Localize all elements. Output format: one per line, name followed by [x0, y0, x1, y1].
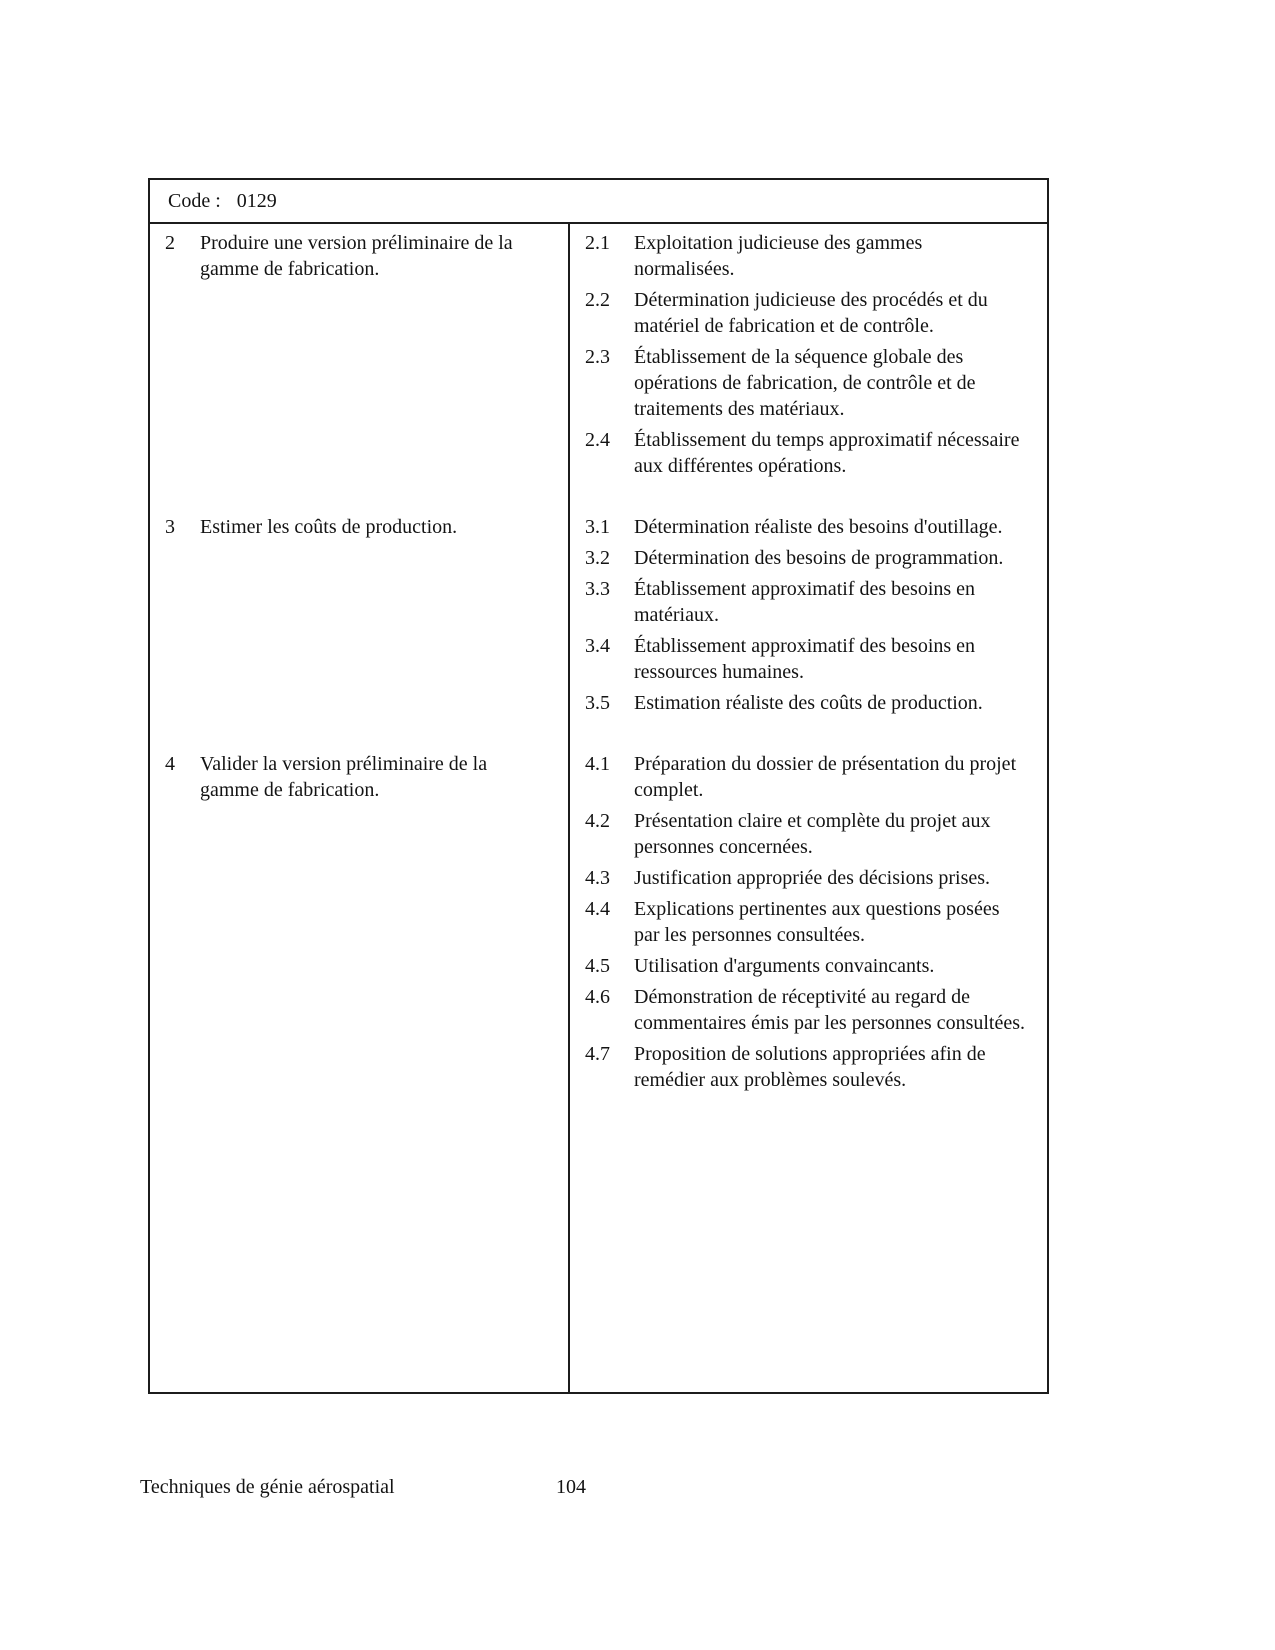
table-body: [150, 224, 1047, 1392]
criterion-row: [585, 953, 1027, 979]
criterion-number: 4.6: [585, 986, 610, 1008]
criterion-row: [585, 896, 1027, 948]
criterion-number: 3.2: [585, 547, 610, 569]
criterion-text: Établissement approximatif des besoins en matériaux.: [634, 578, 976, 626]
criterion-row: [585, 690, 1027, 716]
objective-number: 3: [165, 516, 175, 538]
criterion-text: Détermination judicieuse des procédés et du matériel de fabrication et de contrôle.: [634, 289, 988, 337]
criterion-number: 4.1: [585, 753, 610, 775]
objective-text: Estimer les coûts de production.: [200, 516, 458, 538]
criterion-number: 4.3: [585, 867, 610, 889]
footer-title: Techniques de génie aérospatial: [140, 1476, 395, 1498]
page-footer: [140, 1476, 1060, 1499]
criterion-row: [585, 344, 1027, 422]
criterion-row: [585, 865, 1027, 891]
criterion-text: Établissement du temps approximatif nécessaire aux différentes opérations.: [634, 429, 1020, 477]
criterion-text: Établissement de la séquence globale des opérations de fabrication, de contrôle et de traitements des matériaux.: [634, 346, 976, 420]
criteria-list: [568, 751, 1047, 1098]
criterion-number: 2.2: [585, 289, 610, 311]
criterion-row: [585, 633, 1027, 685]
criterion-row: [585, 808, 1027, 860]
criterion-row: [585, 984, 1027, 1036]
objective-cell: [150, 514, 568, 540]
criterion-number: 4.7: [585, 1043, 610, 1065]
criterion-text: Estimation réaliste des coûts de production.: [634, 692, 983, 714]
criterion-text: Établissement approximatif des besoins en ressources humaines.: [634, 635, 976, 683]
criterion-text: Démonstration de réceptivité au regard de commentaires émis par les personnes consultées.: [634, 986, 1025, 1034]
objective-number: 4: [165, 753, 175, 775]
criterion-row: [585, 751, 1027, 803]
criterion-row: [585, 545, 1027, 571]
criterion-number: 2.4: [585, 429, 610, 451]
criterion-number: 4.4: [585, 898, 610, 920]
criterion-number: 3.5: [585, 692, 610, 714]
column-divider: [568, 224, 570, 1392]
table-row: [150, 514, 1047, 721]
criterion-row: [585, 576, 1027, 628]
criterion-text: Explications pertinentes aux questions posées par les personnes consultées.: [634, 898, 1000, 946]
criterion-row: [585, 287, 1027, 339]
criteria-list: [568, 514, 1047, 721]
table-header: [150, 180, 1047, 224]
criterion-text: Utilisation d'arguments convaincants.: [634, 955, 935, 977]
criterion-number: 3.4: [585, 635, 610, 657]
criterion-row: [585, 1041, 1027, 1093]
criterion-number: 2.1: [585, 232, 610, 254]
objective-cell: [150, 230, 568, 282]
table-row: [150, 751, 1047, 1098]
objective-text: Valider la version préliminaire de la gamme de fabrication.: [200, 753, 488, 801]
footer-page-number: 104: [556, 1476, 586, 1498]
criterion-row: [585, 230, 1027, 282]
criterion-number: 4.2: [585, 810, 610, 832]
criterion-text: Exploitation judicieuse des gammes normalisées.: [634, 232, 923, 280]
criterion-text: Justification appropriée des décisions prises.: [634, 867, 991, 889]
criterion-text: Détermination des besoins de programmation.: [634, 547, 1004, 569]
code-label: Code :: [168, 189, 221, 212]
objectives-table: [148, 178, 1049, 1394]
criterion-number: 2.3: [585, 346, 610, 368]
criterion-text: Proposition de solutions appropriées afin de remédier aux problèmes soulevés.: [634, 1043, 986, 1091]
criterion-row: [585, 514, 1027, 540]
objective-number: 2: [165, 232, 175, 254]
criterion-text: Présentation claire et complète du projet aux personnes concernées.: [634, 810, 991, 858]
objective-text: Produire une version préliminaire de la gamme de fabrication.: [200, 232, 513, 280]
criterion-text: Préparation du dossier de présentation du projet complet.: [634, 753, 1017, 801]
objective-cell: [150, 751, 568, 803]
criterion-row: [585, 427, 1027, 479]
table-row: [150, 230, 1047, 484]
criteria-list: [568, 230, 1047, 484]
code-value: 0129: [236, 189, 277, 212]
criterion-number: 3.3: [585, 578, 610, 600]
criterion-number: 4.5: [585, 955, 610, 977]
criterion-text: Détermination réaliste des besoins d'outillage.: [634, 516, 1003, 538]
criterion-number: 3.1: [585, 516, 610, 538]
